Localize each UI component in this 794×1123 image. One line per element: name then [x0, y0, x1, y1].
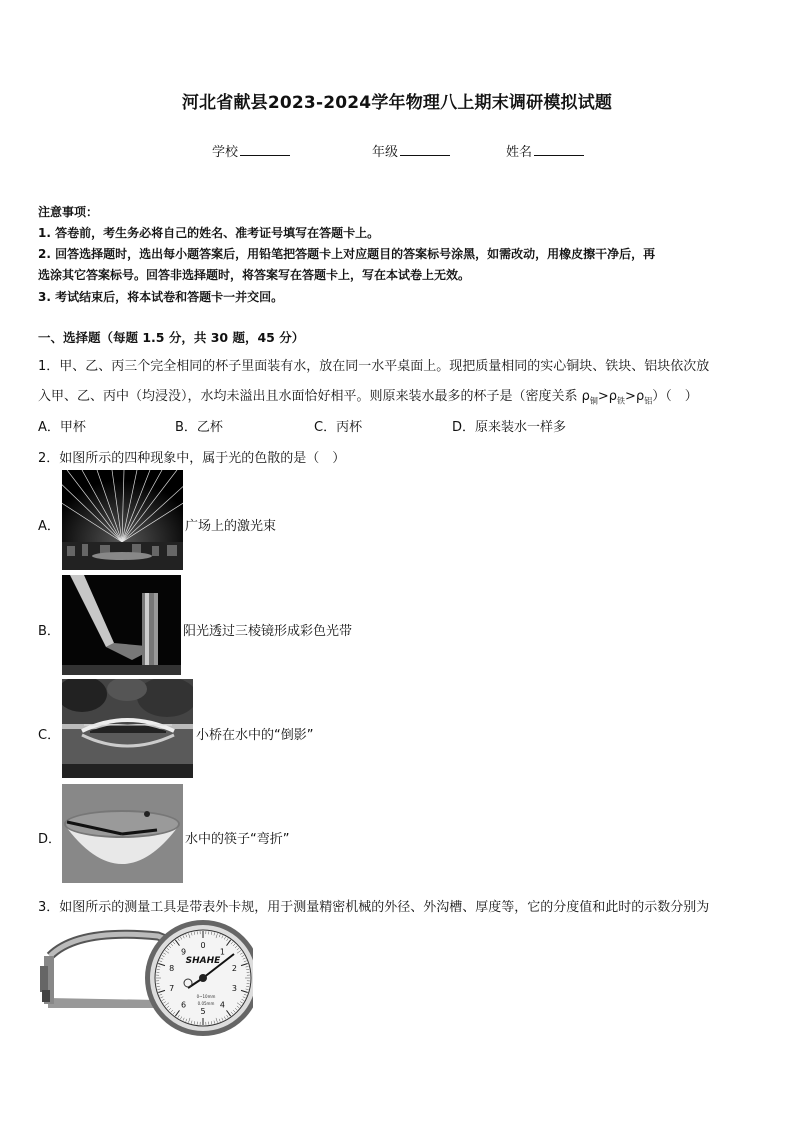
grade-blank: [400, 143, 450, 156]
grade-label: 年级: [372, 145, 399, 160]
q1-gt2: >ρ: [625, 389, 645, 404]
dial-caliper-figure: [38, 918, 253, 1048]
bowl-photo: [62, 784, 183, 883]
bridge-image: [62, 679, 193, 778]
gauge-brand: SHAHE: [185, 956, 221, 966]
q2-option-a-label: A．: [38, 519, 60, 534]
q2-stem: 2．如图所示的四种现象中，属于光的色散的是（ ）: [38, 451, 346, 466]
school-field: [212, 141, 290, 160]
school-label: 学校: [212, 145, 239, 160]
notice-item-2: 2. 回答选择题时，选出每小题答案后，用铅笔把答题卡上对应题目的答案标号涂黑，如需改动，用橡皮擦干净后，再: [38, 247, 656, 261]
q1-sub-fe: 铁: [617, 396, 626, 406]
bowl-image: [62, 784, 183, 883]
grade-field: [372, 141, 450, 160]
q1-line2: [38, 385, 698, 407]
q2-option-b-caption: 阳光透过三棱镜形成彩色光带: [183, 624, 353, 639]
q1-line1: 1．甲、乙、丙三个完全相同的杯子里面装有水，放在同一水平桌面上。现把质量相同的实心铜块、铁块、铝块依次放: [38, 359, 710, 374]
notice-item-1: 1. 答卷前，考生务必将自己的姓名、准考证号填写在答题卡上。: [38, 226, 380, 240]
gauge-number: 8: [169, 963, 175, 973]
page-title: 河北省献县2023-2024学年物理八上期末调研模拟试题: [181, 93, 613, 113]
gauge-number: 1: [219, 947, 225, 957]
q2-option-b-label: B．: [38, 624, 60, 639]
name-blank: [534, 143, 584, 156]
notice-item-2-cont: 选涂其它答案标号。回答非选择题时，将答案写在答题卡上，写在本试卷上无效。: [38, 268, 471, 282]
section-heading: 一、选择题（每题 1.5 分，共 30 题，45 分）: [38, 330, 305, 345]
name-field: [506, 141, 584, 160]
q1-option-a: A．甲杯: [38, 420, 86, 435]
gauge-number: 9: [181, 947, 187, 957]
dial-caliper-image: [38, 918, 253, 1048]
laser-image: [62, 470, 183, 570]
q2-option-c-caption: 小桥在水中的“倒影”: [196, 728, 314, 743]
q2-option-d-caption: 水中的筷子“弯折”: [185, 832, 290, 847]
q2-option-c-label: C．: [38, 728, 61, 743]
bridge-photo: [62, 679, 193, 778]
gauge-number: 4: [219, 1000, 225, 1010]
gauge-number: 6: [181, 1000, 187, 1010]
q3-stem: 3．如图所示的测量工具是带表外卡规，用于测量精密机械的外径、外沟槽、厚度等，它的分度值和此时的示数分别为: [38, 900, 710, 915]
q1-sub-cu: 铜: [589, 396, 598, 406]
q1-option-c: C．丙杯: [314, 420, 363, 435]
q1-line2-text: 入甲、乙、丙中（均浸没），水均未溢出且水面恰好相平。则原来装水最多的杯子是（密度关系 ρ: [38, 389, 590, 404]
school-blank: [240, 143, 290, 156]
gauge-resolution: 0.05mm: [197, 1001, 215, 1006]
q1-gt1: >ρ: [597, 389, 618, 404]
notice-item-3: 3. 考试结束后，将本试卷和答题卡一并交回。: [38, 290, 284, 304]
laser-photo: [62, 470, 183, 570]
gauge-range: 0~10mm: [196, 994, 216, 999]
prism-image: [62, 575, 181, 675]
gauge-number: 7: [169, 984, 175, 994]
q2-option-d-label: D．: [38, 832, 62, 847]
gauge-number: 0: [200, 941, 206, 950]
notice-heading: 注意事项：: [38, 205, 99, 219]
gauge-number: 5: [200, 1007, 206, 1016]
gauge-number: 2: [231, 963, 237, 973]
q2-option-a-caption: 广场上的激光束: [185, 519, 277, 534]
gauge-number: 3: [231, 984, 237, 994]
q1-sub-al: 铝: [644, 396, 653, 406]
name-label: 姓名: [506, 145, 533, 160]
q1-option-d: D．原来装水一样多: [452, 420, 567, 435]
prism-photo: [62, 575, 181, 675]
q1-option-b: B．乙杯: [175, 420, 223, 435]
q1-line2-end: ）（ ）: [652, 389, 698, 404]
